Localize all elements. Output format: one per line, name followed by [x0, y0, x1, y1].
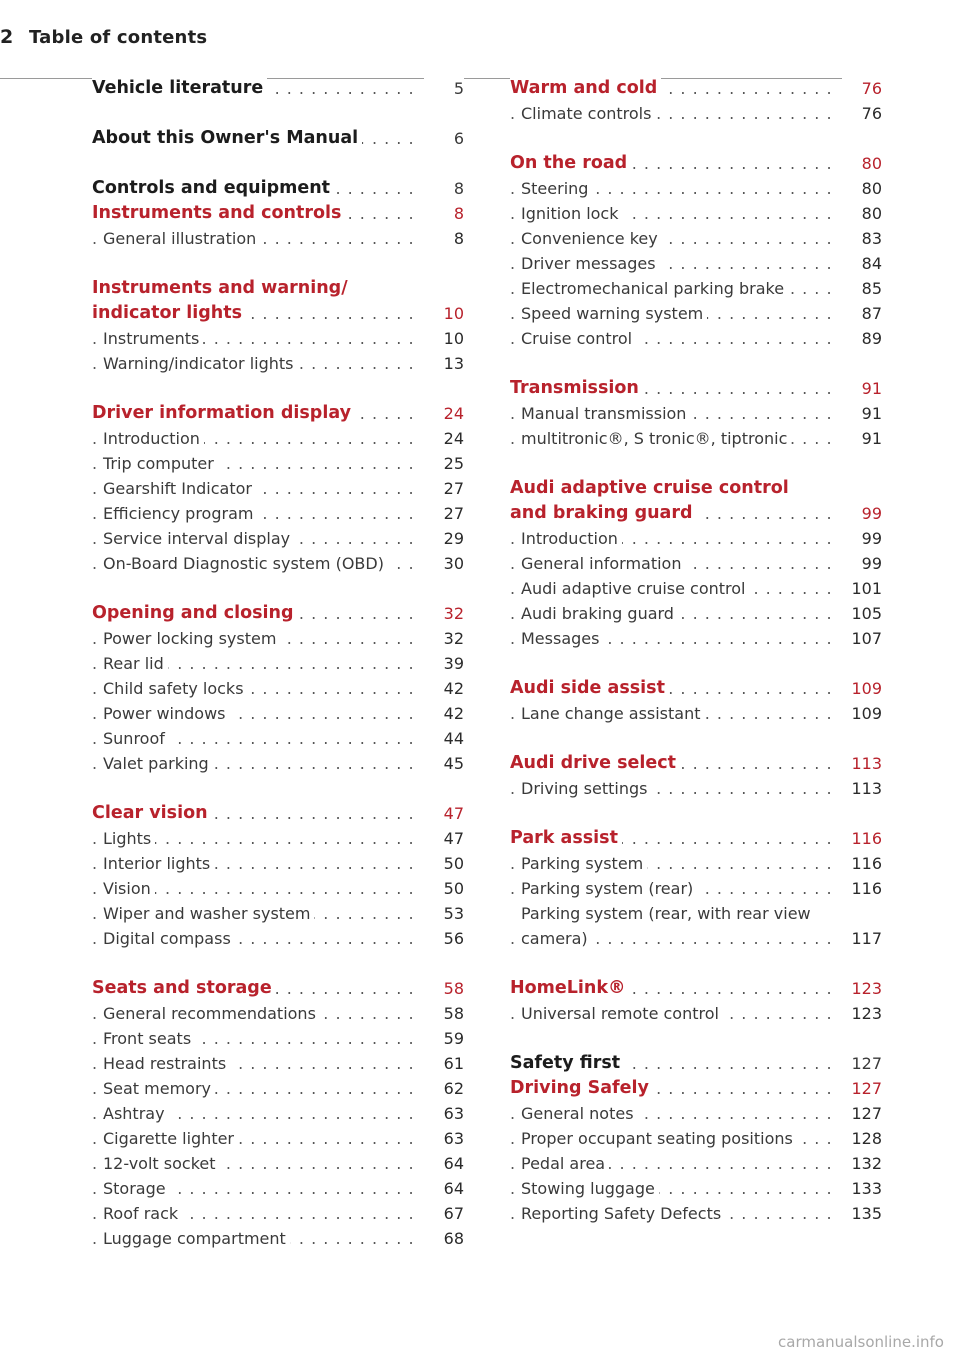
chapter-title: Park assist: [510, 826, 622, 851]
chapter-title: and braking guard: [510, 501, 697, 526]
section-title: Head restraints: [103, 1051, 230, 1076]
page-reference: 44: [424, 726, 464, 751]
page-reference: 83: [842, 226, 882, 251]
chapter-title: Instruments and warning/: [92, 276, 352, 301]
section-title: Instruments: [103, 326, 203, 351]
section-title: Power locking system: [103, 626, 280, 651]
chapter-title: Seats and storage: [92, 976, 276, 1001]
section-title: Messages: [521, 626, 603, 651]
section-gap: [510, 126, 882, 151]
section-title: Efficiency program: [103, 501, 257, 526]
page-reference: 127: [842, 1101, 882, 1126]
page-reference: 8: [424, 226, 464, 251]
section-gap: [510, 726, 882, 751]
section-gap: [92, 951, 464, 976]
toc-section-entry[interactable]: [510, 701, 882, 726]
page-reference: 84: [842, 251, 882, 276]
page-reference: 91: [842, 401, 882, 426]
section-title: camera): [521, 926, 592, 951]
page-reference: 56: [424, 926, 464, 951]
page-reference: 105: [842, 601, 882, 626]
toc-section-entry[interactable]: [510, 576, 882, 601]
section-title: General information: [521, 551, 685, 576]
section-title: Electromechanical parking brake: [521, 276, 788, 301]
chapter-title: Audi drive select: [510, 751, 680, 776]
chapter-title: Opening and closing: [92, 601, 298, 626]
section-title: Universal remote control: [521, 1001, 723, 1026]
section-title: Cruise control: [521, 326, 636, 351]
page-reference: 87: [842, 301, 882, 326]
toc-chapter-entry[interactable]: [510, 676, 882, 701]
section-title: Pedal area: [521, 1151, 609, 1176]
page-reference: 47: [424, 826, 464, 851]
section-title: Parking system (rear): [521, 876, 697, 901]
chapter-title: On the road: [510, 151, 631, 176]
toc-section-entry[interactable]: [510, 101, 882, 126]
page-reference: 76: [842, 76, 882, 101]
page-reference: 109: [842, 701, 882, 726]
page-reference: 123: [842, 976, 882, 1001]
toc-section-entry[interactable]: [92, 351, 464, 376]
toc-section-entry[interactable]: [92, 1226, 464, 1251]
toc-chapter-entry[interactable]: [510, 751, 882, 776]
toc-section-entry[interactable]: [510, 1201, 882, 1226]
page-reference: 50: [424, 876, 464, 901]
page-reference: 25: [424, 451, 464, 476]
section-title: Reporting Safety Defects: [521, 1201, 725, 1226]
chapter-title: Audi adaptive cruise control: [510, 476, 793, 501]
section-title: 12-volt socket: [103, 1151, 220, 1176]
toc-section-entry[interactable]: [92, 551, 464, 576]
toc-section-entry[interactable]: [510, 426, 882, 451]
page-reference: 32: [424, 601, 464, 626]
page-reference: 91: [842, 426, 882, 451]
toc-section-entry[interactable]: [510, 901, 882, 926]
section-title: Roof rack: [103, 1201, 182, 1226]
section-title: Child safety locks: [103, 676, 248, 701]
page-header: [0, 26, 882, 54]
toc-section-entry[interactable]: [92, 901, 464, 926]
page-reference: 24: [424, 426, 464, 451]
toc-section-entry[interactable]: [510, 226, 882, 251]
section-title: Valet parking: [103, 751, 213, 776]
section-title: Proper occupant seating positions: [521, 1126, 797, 1151]
page-reference: 127: [842, 1076, 882, 1101]
toc-section-entry[interactable]: [510, 1151, 882, 1176]
section-title: Service interval display: [103, 526, 294, 551]
toc-chapter-entry[interactable]: [92, 301, 464, 326]
section-title: Luggage compartment: [103, 1226, 290, 1251]
toc-chapter-entry[interactable]: [510, 501, 882, 526]
page-reference: 13: [424, 351, 464, 376]
chapter-title: Clear vision: [92, 801, 212, 826]
toc-section-entry[interactable]: [92, 1051, 464, 1076]
chapter-title: Transmission: [510, 376, 643, 401]
toc-section-entry[interactable]: [510, 926, 882, 951]
section-gap: [92, 101, 464, 126]
page-reference: 99: [842, 551, 882, 576]
page-reference: 42: [424, 676, 464, 701]
toc-section-entry[interactable]: [92, 726, 464, 751]
toc-section-entry[interactable]: [510, 1176, 882, 1201]
page-reference: 67: [424, 1201, 464, 1226]
toc-section-entry[interactable]: [92, 926, 464, 951]
section-title: On-Board Diagnostic system (OBD): [103, 551, 388, 576]
section-title: Driver messages: [521, 251, 660, 276]
section-title: Ignition lock: [521, 201, 623, 226]
toc-chapter-entry[interactable]: [92, 126, 464, 151]
page-reference: 132: [842, 1151, 882, 1176]
page-reference: 89: [842, 326, 882, 351]
chapter-title: Safety first: [510, 1051, 624, 1076]
toc-section-entry[interactable]: [92, 751, 464, 776]
section-title: Wiper and washer system: [103, 901, 314, 926]
page-reference: 63: [424, 1101, 464, 1126]
page-reference: 32: [424, 626, 464, 651]
toc-section-entry[interactable]: [510, 326, 882, 351]
toc-chapter-entry[interactable]: [92, 276, 464, 301]
toc-section-entry[interactable]: [92, 1201, 464, 1226]
page-reference: 123: [842, 1001, 882, 1026]
page-reference: 63: [424, 1126, 464, 1151]
toc-section-entry[interactable]: [92, 1001, 464, 1026]
page-reference: 27: [424, 476, 464, 501]
section-title: Warning/indicator lights: [103, 351, 297, 376]
toc-chapter-entry[interactable]: [92, 176, 464, 201]
toc-section-entry[interactable]: [510, 551, 882, 576]
toc-chapter-entry[interactable]: [510, 976, 882, 1001]
page-reference: 50: [424, 851, 464, 876]
toc-section-entry[interactable]: [510, 176, 882, 201]
page-reference: 107: [842, 626, 882, 651]
toc-section-entry[interactable]: [510, 401, 882, 426]
toc-section-entry[interactable]: [510, 876, 882, 901]
toc-chapter-entry[interactable]: [510, 826, 882, 851]
page-reference: 30: [424, 551, 464, 576]
toc-section-entry[interactable]: [92, 501, 464, 526]
toc-section-entry[interactable]: [92, 876, 464, 901]
toc-section-entry[interactable]: [92, 1176, 464, 1201]
page-reference: 101: [842, 576, 882, 601]
page-reference: 64: [424, 1151, 464, 1176]
toc-chapter-entry[interactable]: [510, 1076, 882, 1101]
chapter-title: Vehicle literature: [92, 76, 267, 101]
toc-section-entry[interactable]: [92, 1151, 464, 1176]
section-gap: [92, 151, 464, 176]
chapter-title: indicator lights: [92, 301, 246, 326]
section-title: Front seats: [103, 1026, 195, 1051]
page-title: Table of contents: [29, 27, 208, 48]
page-reference: 76: [842, 101, 882, 126]
toc-section-entry[interactable]: [92, 626, 464, 651]
toc-chapter-entry[interactable]: [92, 601, 464, 626]
section-title: Lights: [103, 826, 155, 851]
page-reference: 8: [424, 176, 464, 201]
section-gap: [92, 776, 464, 801]
section-title: Lane change assistant: [521, 701, 705, 726]
section-gap: [510, 651, 882, 676]
section-gap: [510, 451, 882, 476]
page-reference: 116: [842, 876, 882, 901]
toc-section-entry[interactable]: [92, 1101, 464, 1126]
toc-section-entry[interactable]: [510, 626, 882, 651]
section-gap: [510, 951, 882, 976]
section-title: General recommendations: [103, 1001, 320, 1026]
toc-section-entry[interactable]: [510, 851, 882, 876]
section-gap: [92, 251, 464, 276]
toc-section-entry[interactable]: [510, 776, 882, 801]
toc-section-entry[interactable]: [92, 826, 464, 851]
page-reference: 117: [842, 926, 882, 951]
page-reference: 42: [424, 701, 464, 726]
section-title: Speed warning system: [521, 301, 707, 326]
section-title: Seat memory: [103, 1076, 215, 1101]
toc-section-entry[interactable]: [510, 526, 882, 551]
toc-left-column: [92, 76, 464, 1251]
toc-section-entry[interactable]: [510, 251, 882, 276]
page-reference: 116: [842, 826, 882, 851]
toc-section-entry[interactable]: [92, 451, 464, 476]
section-gap: [510, 1026, 882, 1051]
chapter-title: About this Owner's Manual: [92, 126, 362, 151]
section-title: Manual transmission: [521, 401, 690, 426]
page-reference: 116: [842, 851, 882, 876]
page-reference: 6: [424, 126, 464, 151]
toc-section-entry[interactable]: [92, 476, 464, 501]
toc-section-entry[interactable]: [510, 301, 882, 326]
toc-section-entry[interactable]: [510, 1126, 882, 1151]
toc-chapter-entry[interactable]: [510, 1051, 882, 1076]
page-reference: 128: [842, 1126, 882, 1151]
section-title: Stowing luggage: [521, 1176, 659, 1201]
toc-chapter-entry[interactable]: [92, 976, 464, 1001]
section-title: Driving settings: [521, 776, 651, 801]
section-title: Vision: [103, 876, 155, 901]
page-reference: 61: [424, 1051, 464, 1076]
toc-section-entry[interactable]: [510, 276, 882, 301]
toc-section-entry[interactable]: [92, 326, 464, 351]
page-reference: 5: [424, 76, 464, 101]
section-title: Gearshift Indicator: [103, 476, 256, 501]
section-title: Ashtray: [103, 1101, 169, 1126]
page-reference: 58: [424, 976, 464, 1001]
page-reference: 27: [424, 501, 464, 526]
section-title: Steering: [521, 176, 592, 201]
page-reference: 8: [424, 201, 464, 226]
page-reference: 80: [842, 201, 882, 226]
watermark: carmanualsonline.info: [778, 1333, 944, 1351]
section-title: Convenience key: [521, 226, 662, 251]
page-reference: 24: [424, 401, 464, 426]
page-reference: 113: [842, 776, 882, 801]
toc-section-entry[interactable]: [92, 526, 464, 551]
section-gap: [510, 351, 882, 376]
page-reference: 85: [842, 276, 882, 301]
page-reference: 29: [424, 526, 464, 551]
chapter-title: HomeLink®: [510, 976, 630, 1001]
page-reference: 62: [424, 1076, 464, 1101]
page-reference: 133: [842, 1176, 882, 1201]
page-reference: 99: [842, 526, 882, 551]
page-reference: 113: [842, 751, 882, 776]
page-reference: 39: [424, 651, 464, 676]
page-number: 2: [0, 26, 14, 48]
page-reference: 68: [424, 1226, 464, 1251]
section-title: Storage: [103, 1176, 170, 1201]
page-reference: 64: [424, 1176, 464, 1201]
section-title: Interior lights: [103, 851, 214, 876]
section-title: Audi adaptive cruise control: [521, 576, 750, 601]
page-reference: 99: [842, 501, 882, 526]
toc-section-entry[interactable]: [92, 851, 464, 876]
page-reference: 58: [424, 1001, 464, 1026]
page-reference: 45: [424, 751, 464, 776]
page-reference: 135: [842, 1201, 882, 1226]
section-title: Power windows: [103, 701, 230, 726]
toc-section-entry[interactable]: [510, 1101, 882, 1126]
toc-section-entry[interactable]: [92, 426, 464, 451]
toc-section-entry[interactable]: [92, 651, 464, 676]
page-reference: 47: [424, 801, 464, 826]
toc-section-entry[interactable]: [92, 1026, 464, 1051]
section-gap: [92, 376, 464, 401]
section-title: General illustration: [103, 226, 260, 251]
chapter-title: Warm and cold: [510, 76, 661, 101]
chapter-title: Audi side assist: [510, 676, 669, 701]
section-title: Introduction: [103, 426, 204, 451]
section-title: Climate controls: [521, 101, 655, 126]
section-title: General notes: [521, 1101, 638, 1126]
section-title: Introduction: [521, 526, 622, 551]
page-reference: 53: [424, 901, 464, 926]
toc-section-entry[interactable]: [92, 1126, 464, 1151]
toc-chapter-entry[interactable]: [92, 76, 464, 101]
chapter-title: Driver information display: [92, 401, 355, 426]
section-title: Sunroof: [103, 726, 169, 751]
page-reference: 127: [842, 1051, 882, 1076]
section-title: Rear lid: [103, 651, 168, 676]
section-gap: [510, 801, 882, 826]
page-reference: 80: [842, 176, 882, 201]
toc-section-entry[interactable]: [510, 201, 882, 226]
section-title: Audi braking guard: [521, 601, 678, 626]
toc-section-entry[interactable]: [510, 1001, 882, 1026]
toc-section-entry[interactable]: [92, 676, 464, 701]
toc-section-entry[interactable]: [510, 601, 882, 626]
toc-section-entry[interactable]: [92, 1076, 464, 1101]
page-reference: 10: [424, 326, 464, 351]
page-reference: 59: [424, 1026, 464, 1051]
toc-chapter-entry[interactable]: [92, 801, 464, 826]
page-reference: 10: [424, 301, 464, 326]
toc-chapter-entry[interactable]: [510, 151, 882, 176]
section-title: Parking system: [521, 851, 647, 876]
section-title: Cigarette lighter: [103, 1126, 238, 1151]
chapter-title: Driving Safely: [510, 1076, 653, 1101]
chapter-title: Instruments and controls: [92, 201, 345, 226]
page-reference: 91: [842, 376, 882, 401]
section-title: Trip computer: [103, 451, 218, 476]
toc-right-column: [510, 76, 882, 1226]
toc-chapter-entry[interactable]: [510, 476, 882, 501]
section-title: Parking system (rear, with rear view: [521, 901, 815, 926]
toc-section-entry[interactable]: [92, 701, 464, 726]
page-reference: 109: [842, 676, 882, 701]
toc-chapter-entry[interactable]: [92, 401, 464, 426]
toc-chapter-entry[interactable]: [510, 376, 882, 401]
section-title: multitronic®, S tronic®, tiptronic: [521, 426, 791, 451]
page-reference: 80: [842, 151, 882, 176]
chapter-title: Controls and equipment: [92, 176, 334, 201]
section-gap: [92, 576, 464, 601]
toc-section-entry[interactable]: [92, 226, 464, 251]
toc-chapter-entry[interactable]: [510, 76, 882, 101]
toc-chapter-entry[interactable]: [92, 201, 464, 226]
section-title: Digital compass: [103, 926, 235, 951]
